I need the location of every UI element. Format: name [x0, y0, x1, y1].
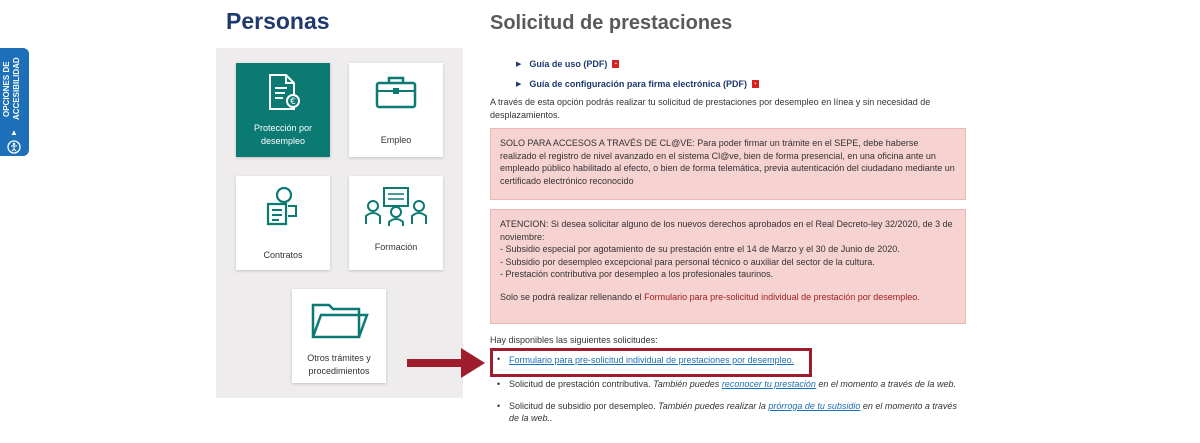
pre-solicitud-link[interactable]: Formulario para pre-solicitud individual de prestación por desempleo.	[644, 291, 920, 302]
accessibility-options-tab[interactable]	[0, 48, 29, 156]
list-item: • Solicitud de subsidio por desempleo. También puedes realizar la prórroga de tu subsidio en el momento a través de la web..	[497, 400, 957, 423]
reconocer-prestacion-link[interactable]: reconocer tu prestación	[721, 379, 816, 389]
caret-up-icon: ▲	[10, 128, 18, 137]
prorroga-subsidio-link[interactable]: prórroga de tu subsidio	[768, 400, 861, 411]
page-title: Solicitud de prestaciones	[490, 12, 733, 34]
document-euro-icon	[266, 73, 300, 116]
card-label: Contratos	[263, 250, 303, 260]
available-label: Hay disponibles las siguientes solicitudes:	[490, 335, 658, 345]
alert-footer: Solo se podrá realizar rellenando el Formulario para pre-solicitud individual de prestación por desempleo.	[500, 291, 920, 302]
svg-text:€: €	[290, 97, 296, 107]
card-label: Empleo	[380, 135, 412, 145]
highlight-box	[490, 348, 812, 377]
pdf-icon: ▪	[612, 60, 619, 68]
intro-text: A través de esta opción podrás realizar tu solicitud de prestaciones por desempleo en línea y sin necesidad de desplazamientos.	[490, 97, 931, 120]
pdf-icon: ▪	[752, 80, 759, 88]
guide-link-firma[interactable]: ▶ Guía de configuración para firma electrónica (PDF) ▪	[516, 74, 759, 94]
card-label: Otros trámites y procedimientos	[307, 353, 371, 376]
card-proteccion-desempleo[interactable]	[236, 63, 330, 157]
alert-atencion: ATENCION: Si desea solicitar alguno de los nuevos derechos aprobados en el Real Decreto-ley 32/2020, de 3 de noviembre: - Subsidio especial por agotamiento de su prestación entre el 14 de Marzo y el 30 de Junio de 2020. - Subsidio por desempleo excepcional para personal técnico o auxiliar del sector de la cultura. - Prestación contributiva por desempleo a los profesionales taurinos. Solo se podrá realizar rellenando el Formulario para pre-solicitud individual de prestación por desempleo.	[490, 209, 966, 324]
triangle-right-icon: ▶	[516, 81, 522, 88]
triangle-right-icon: ▶	[516, 61, 522, 68]
folder-icon	[309, 299, 369, 346]
alert-clave: SOLO PARA ACCESOS A TRAVÉS DE CL@VE: Para poder firmar un trámite en el SEPE, debe haberse realizado el registro de nivel avanzado en el sistema Cl@ve, bien de forma presencial, en una oficina ante un empleado público habilitado al efecto, o bien de forma telemática, previa autenticación del ciudadano mediante un certificado electrónico reconocido	[490, 128, 966, 200]
guide-link-uso[interactable]: ▶ Guía de uso (PDF) ▪	[516, 54, 759, 74]
formulario-presolicitud-link[interactable]: Formulario para pre-solicitud individual de prestaciones por desempleo.	[509, 355, 795, 365]
list-item: • Solicitud de prestación contributiva. También puedes reconocer tu prestación en el momento a través de la web.	[497, 379, 956, 389]
arrow-right-icon	[407, 346, 485, 380]
accessibility-person-icon	[5, 140, 23, 159]
card-formacion[interactable]	[349, 176, 443, 270]
card-otros-tramites[interactable]	[292, 289, 386, 383]
card-empleo[interactable]	[349, 63, 443, 157]
card-contratos[interactable]	[236, 176, 330, 270]
guide-links	[516, 54, 759, 94]
list-item: • Formulario para pre-solicitud individual de prestaciones por desempleo.	[497, 354, 795, 365]
contract-user-icon	[264, 186, 302, 231]
classroom-icon	[364, 186, 428, 231]
card-label: Protección por desempleo	[253, 123, 313, 146]
briefcase-icon	[374, 73, 418, 116]
personas-heading: Personas	[226, 8, 330, 34]
card-label: Formación	[374, 242, 418, 252]
accessibility-label: OPCIONES DE ACCESIBILIDAD	[2, 57, 21, 121]
